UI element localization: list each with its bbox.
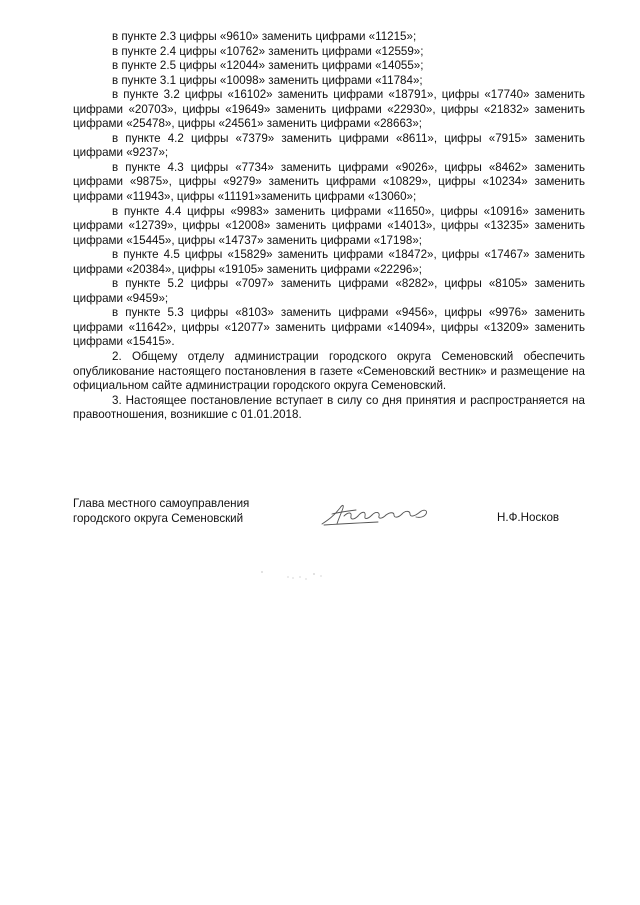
signatory-title-line-2: городского округа Семеновский <box>73 511 244 525</box>
amendment-item-2-4: в пункте 2.4 цифры «10762» заменить цифрами «12559»; <box>112 44 424 58</box>
amendment-item-3-2: в пункте 3.2 цифры «16102» заменить цифрами «18791», цифры «17740» заменить цифрами «20703», цифры «19649» заменить цифрами «22930», цифры «21832» заменить цифрами «25478», цифры «24561» заменить цифрами «28663»; <box>73 88 585 131</box>
clause-2-publication: 2. Общему отделу администрации городского округа Семеновский обеспечить опубликование настоящего постановления в газете «Семеновский вестник» и размещение на официальном сайте администрации городского округа Семеновский. <box>73 350 585 393</box>
amendment-item-4-2: в пункте 4.2 цифры «7379» заменить цифрами «8611», цифры «7915» заменить цифрами «9237»; <box>73 131 585 160</box>
amendment-item-3-1: в пункте 3.1 цифры «10098» заменить цифрами «11784»; <box>112 73 423 87</box>
scan-specks <box>240 568 340 588</box>
amendment-item-5-3: в пункте 5.3 цифры «8103» заменить цифрами «9456», цифры «9976» заменить цифрами «11642», цифры «12077» заменить цифрами «14094», цифры «13209» заменить цифрами «15415». <box>73 306 585 349</box>
amendment-item-4-3: в пункте 4.3 цифры «7734» заменить цифрами «9026», цифры «8462» заменить цифрами «9875», цифры «9279» заменить цифрами «10829», цифры «10234» заменить цифрами «11943», цифры «11191»заменить цифрами «13060»; <box>73 160 585 204</box>
amendment-item-5-2: в пункте 5.2 цифры «7097» заменить цифрами «8282», цифры «8105» заменить цифрами «9459»; <box>73 277 585 305</box>
amendment-item-2-3: в пункте 2.3 цифры «9610» заменить цифрами «11215»; <box>112 30 417 43</box>
signatory-title <box>73 497 313 526</box>
handwritten-signature <box>318 498 438 528</box>
document-body <box>73 30 585 423</box>
clause-3-effective-date: 3. Настоящее постановление вступает в силу со дня принятия и распространяется на правоотношения, возникшие с 01.01.2018. <box>73 393 585 422</box>
signatory-name: Н.Ф.Носков <box>497 511 560 524</box>
signatory-title-line-1: Глава местного самоуправления <box>73 497 250 510</box>
amendment-item-4-5: в пункте 4.5 цифры «15829» заменить цифрами «18472», цифры «17467» заменить цифрами «20384», цифры «19105» заменить цифрами «22296»; <box>73 248 585 276</box>
amendment-item-2-5: в пункте 2.5 цифры «12044» заменить цифрами «14055»; <box>112 59 424 73</box>
amendment-item-4-4: в пункте 4.4 цифры «9983» заменить цифрами «11650», цифры «10916» заменить цифрами «12739», цифры «12008» заменить цифрами «14013», цифры «13235» заменить цифрами «15445», цифры «14737» заменить цифрами «17198»; <box>73 204 585 247</box>
